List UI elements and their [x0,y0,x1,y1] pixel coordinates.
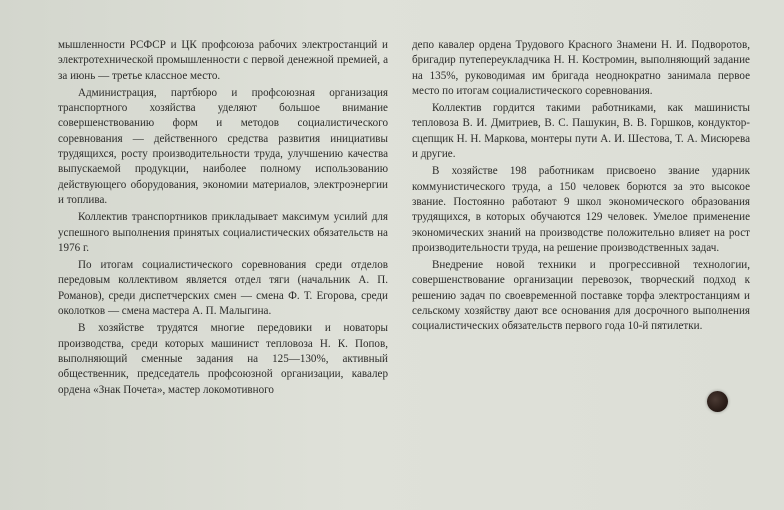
paragraph: Внедрение новой техники и прогрессивной технологии, совершенствование организации перевозок, творческий подход к решению задач по своевременной поставке торфа электростанциям и сельскому хозяйству дают все основания для досрочного выполнения социалистических обязательств первого года 10-й пятилетки. [412,259,750,333]
right-text-column [412,38,750,335]
paragraph: Коллектив гордится такими работниками, как машинисты тепловоза В. И. Дмитриев, В. С. Пашукин, В. В. Горшков, кондуктор-сцепщик Н. Н. Маркова, монтеры пути А. И. Шестова, Т. А. Мисюрева и другие. [412,102,750,161]
paragraph: По итогам социалистического соревнования среди отделов передовым коллективом является отдел тяги (начальник А. П. Романов), среди диспетчерских смен — смена Ф. Т. Егорова, среди околотков — смена мастера А. П. Малыгина. [58,259,388,318]
paragraph: депо кавалер ордена Трудового Красного Знамени Н. И. Подворотов, бригадир путепереукладчика Н. Н. Костромин, выполняющий задание на 135%, руководимая им бригада неоднократно занимала первое место по итогам социалистического соревнования. [412,39,750,97]
paragraph: Коллектив транспортников прикладывает максимум усилий для успешного выполнения принятых социалистических обязательств на 1976 г. [58,211,388,254]
left-text-column [58,38,388,398]
paragraph: В хозяйстве трудятся многие передовики и новаторы производства, среди которых машинист тепловоза Н. К. Попов, выполняющий сменные задания на 125—130%, активный общественник, председатель профсоюзной организации, кавалер ордена «Знак Почета», мастер локомотивного [58,322,388,396]
punch-hole-mark [707,391,728,412]
paragraph: Администрация, партбюро и профсоюзная организация транспортного хозяйства уделяют большое внимание совершенствованию форм и методов социалистического соревнования — действенного средства развития инициативы трудящихся, росту производительности труда, улучшению качества выпускаемой продукции, наиболее полному использованию действующего оборудования, экономии материалов, электроэнергии и топлива. [58,86,388,206]
paragraph: мышленности РСФСР и ЦК профсоюза рабочих электростанций и электротехнической промышленности с первой денежной премией, а за июнь — третье классное место. [58,39,388,82]
paragraph: В хозяйстве 198 работникам присвоено звание ударник коммунистического труда, а 150 человек борются за это высокое звание. Постоянно работают 9 школ экономического образования трудящихся, в которых обучаются 129 человек. Умелое применение экономических знаний на производстве положительно влияет на рост производительности труда, на решение производственных задач. [412,165,750,254]
